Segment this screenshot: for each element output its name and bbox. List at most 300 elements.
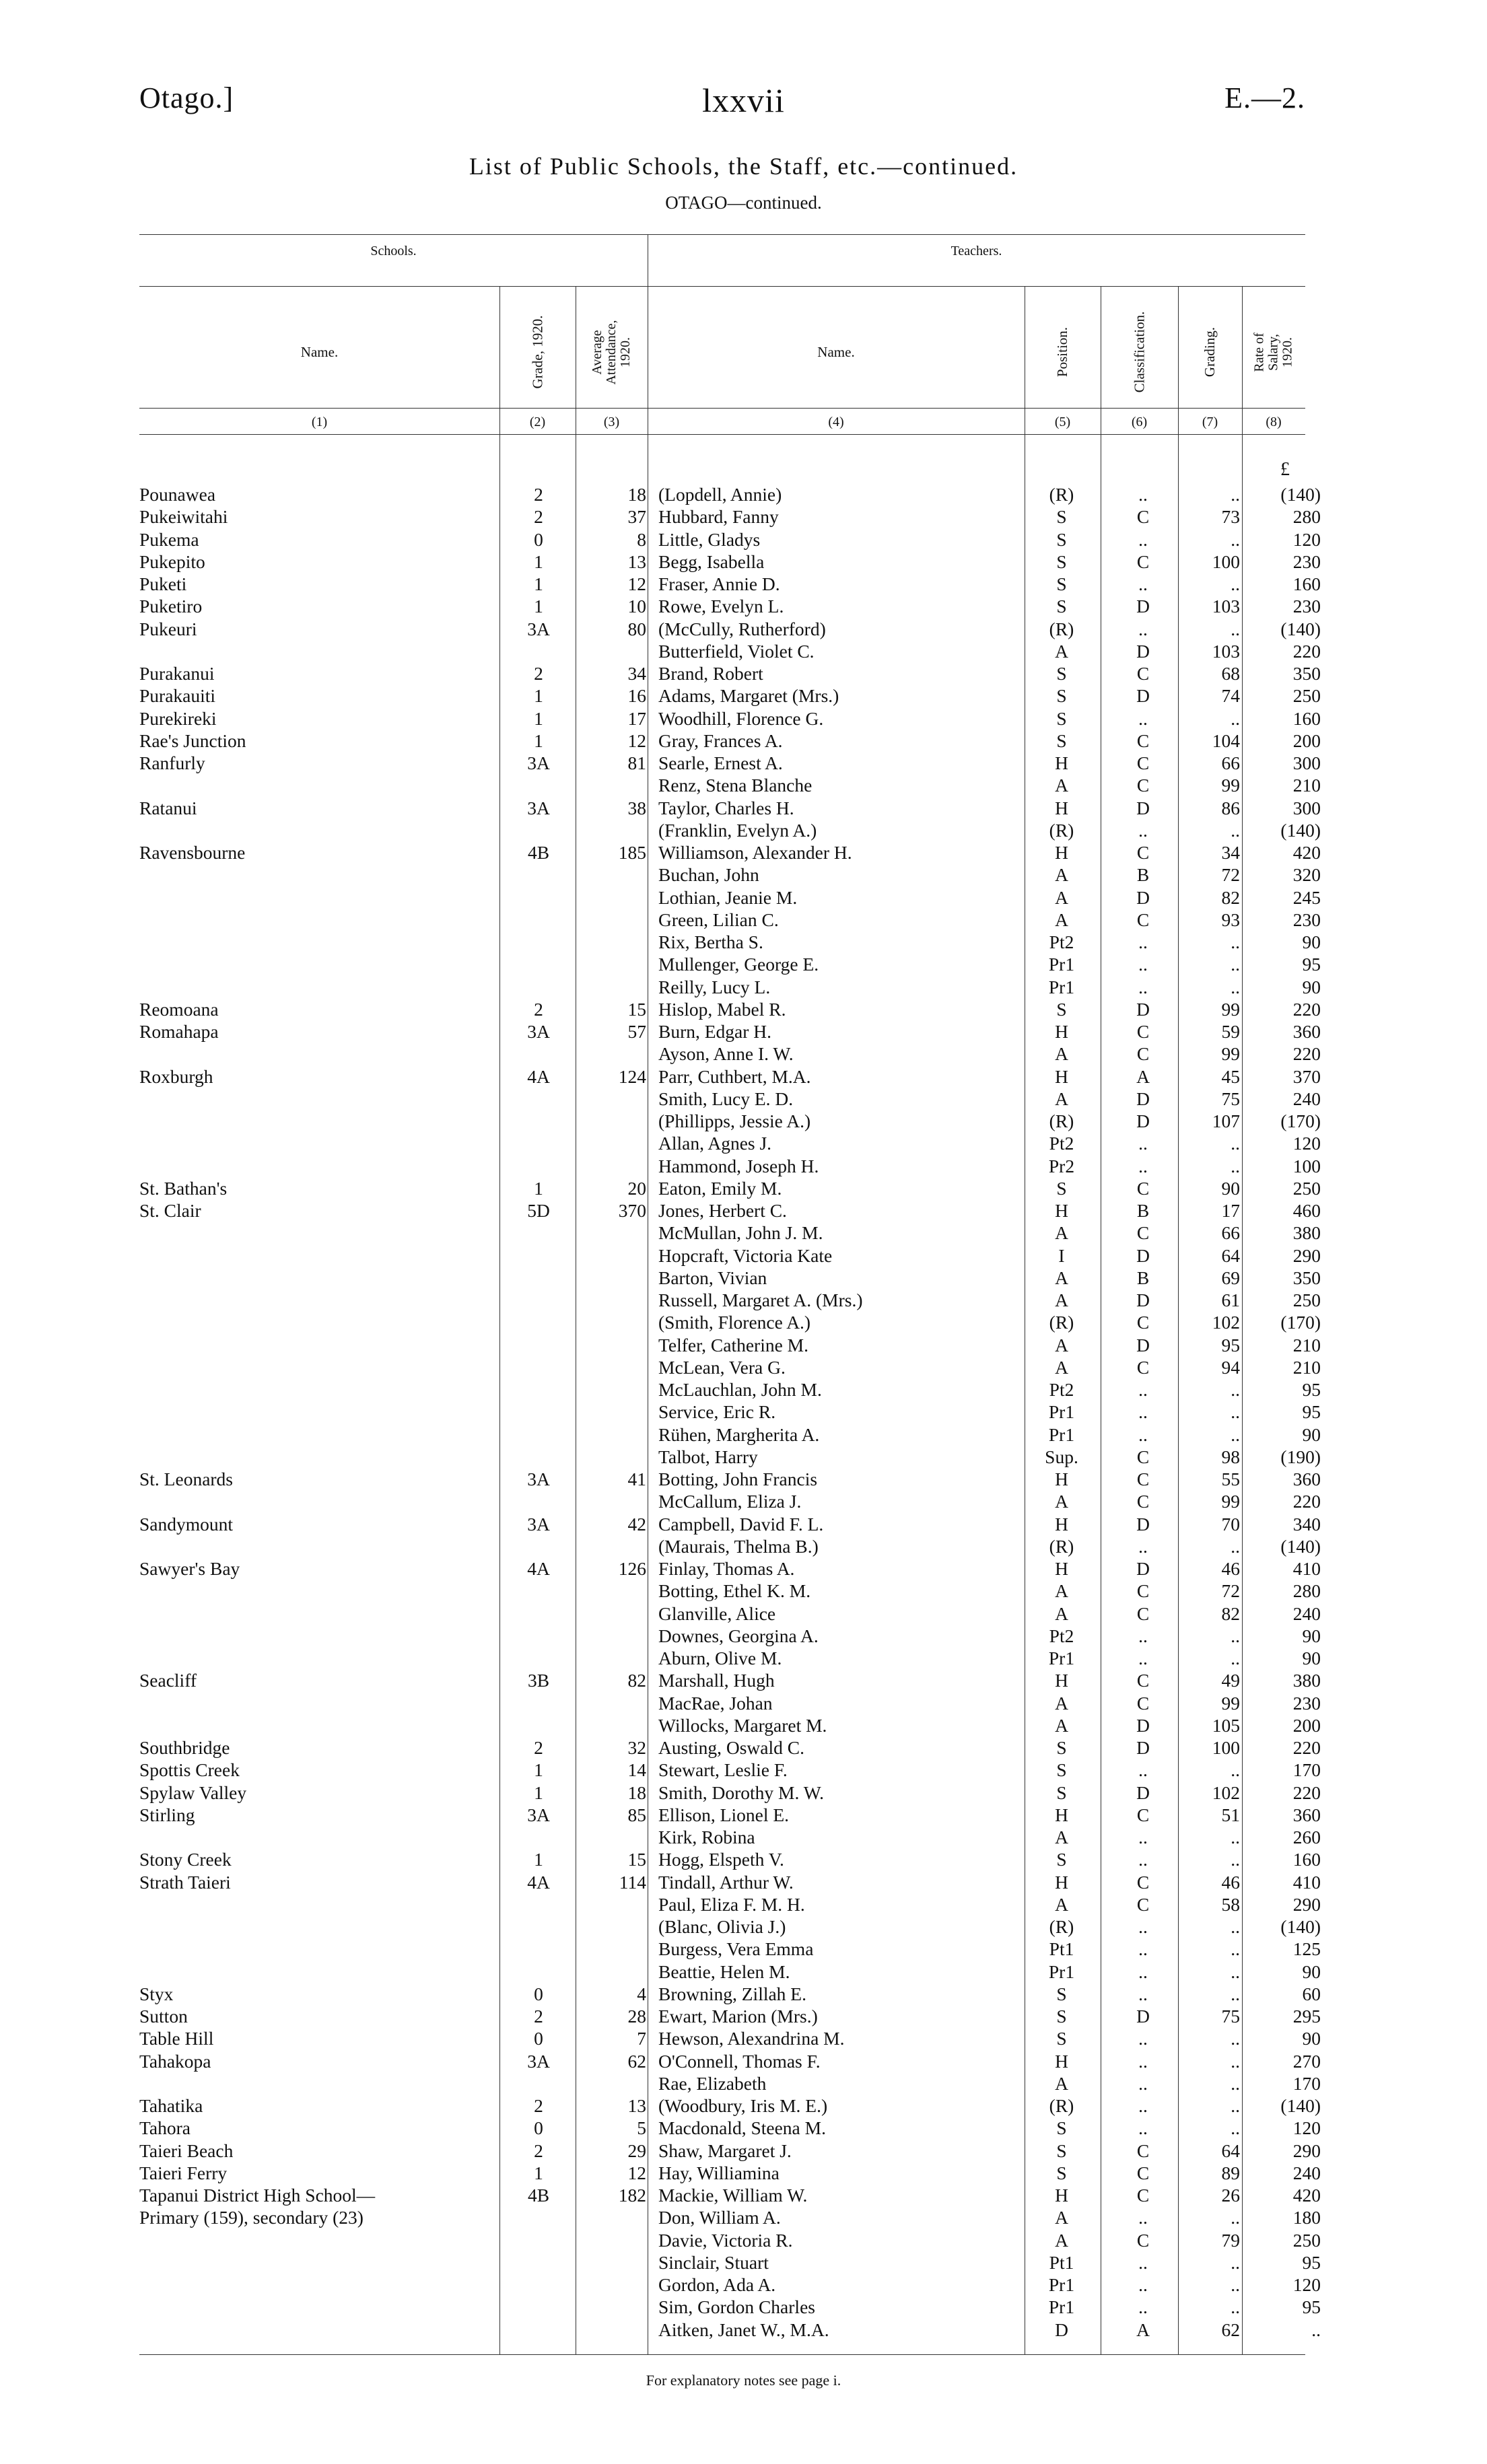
table-row [0,1155,1487,1177]
col-teacher-name [648,296,1025,408]
rule-group [139,286,1305,287]
table-row [0,2050,1487,2072]
table-row [0,1871,1487,1893]
attendance-cell: 18 [627,1782,646,1803]
attendance-cell: 34 [627,663,646,684]
grading-cell: 102 [1212,1782,1240,1803]
salary-cell: 240 [1292,2162,1321,2183]
classification-cell: C [1136,1446,1150,1467]
classification-cell: .. [1138,1938,1148,1960]
col-attendance-label: Average Attendance, 1920. [590,319,633,385]
position-cell: S [1056,730,1067,751]
classification-cell: C [1136,1893,1150,1915]
attendance-cell: 41 [627,1469,646,1489]
salary-cell: 350 [1292,663,1321,684]
grading-cell: .. [1231,819,1240,841]
position-cell: H [1055,752,1068,773]
grading-cell: 82 [1221,1603,1240,1624]
position-cell: H [1055,1065,1068,1087]
table-row [0,1759,1487,1781]
salary-cell: 280 [1292,506,1321,528]
classification-cell: C [1136,842,1150,863]
col-grade [499,296,576,408]
colnum-1: (1) [311,415,328,429]
classification-cell: C [1136,730,1150,751]
grading-cell: 46 [1221,1871,1240,1893]
grading-cell: 66 [1221,1222,1240,1244]
grading-cell: 99 [1221,775,1240,796]
teacher-name: Telfer, Catherine M. [658,1334,808,1356]
grade-cell: 4A [527,1871,550,1893]
table-row [0,909,1487,931]
salary-cell: 90 [1302,976,1321,997]
grading-cell: .. [1231,2251,1240,2273]
col-school-name-label: Name. [300,343,339,360]
table-row [0,1177,1487,1199]
teacher-name: Russell, Margaret A. (Mrs.) [658,1290,863,1310]
school-name: Seacliff [139,1670,197,1691]
grading-cell: 49 [1221,1670,1240,1691]
grading-cell: 105 [1212,1714,1240,1736]
school-name: St. Leonards [139,1469,234,1489]
grading-cell: .. [1231,2050,1240,2072]
position-cell: S [1056,573,1067,594]
classification-cell: .. [1138,2050,1148,2072]
teacher-name: Reilly, Lucy L. [658,976,771,997]
grading-cell: 107 [1212,1111,1240,1131]
table-row [0,797,1487,819]
attendance-cell: 13 [627,551,646,572]
classification-cell: D [1136,886,1150,908]
teacher-name: Hopcraft, Victoria Kate [658,1244,833,1266]
table-row [0,662,1487,684]
grading-cell: 103 [1212,640,1240,662]
position-cell: S [1056,2028,1067,2049]
teacher-name: Gray, Frances A. [658,730,783,751]
position-cell: Pr1 [1048,1423,1075,1445]
table-row [0,573,1487,595]
school-name: Pounawea [139,484,216,505]
teacher-name: Sim, Gordon Charles [658,2296,815,2318]
grading-cell: .. [1231,2028,1240,2049]
grading-cell: 58 [1221,1893,1240,1915]
teacher-name: McLauchlan, John M. [658,1379,822,1400]
salary-cell: (140) [1280,2095,1321,2116]
table-row [0,1490,1487,1512]
classification-cell: .. [1138,484,1148,505]
position-cell: A [1055,1692,1068,1714]
col-classification [1101,296,1178,408]
salary-cell: 120 [1292,1133,1321,1154]
teacher-name: (Phillipps, Jessie A.) [658,1111,811,1131]
footer-note: For explanatory notes see page i. [646,2372,841,2389]
salary-cell: 240 [1292,1088,1321,1109]
table-row [0,1065,1487,1088]
classification-cell: C [1136,1692,1150,1714]
grading-cell: 90 [1221,1177,1240,1199]
position-cell: S [1056,2162,1067,2183]
page-title: List of Public Schools, the Staff, etc.—continued. [469,153,1018,180]
position-cell: S [1056,663,1067,684]
salary-cell: 210 [1292,775,1321,796]
teacher-name: Jones, Herbert C. [658,1200,787,1221]
position-cell: S [1056,506,1067,528]
classification-cell: C [1136,2185,1150,2206]
salary-cell: 300 [1292,752,1321,773]
teacher-name: Taylor, Charles H. [658,797,794,818]
attendance-cell: 124 [618,1065,646,1087]
salary-cell: 220 [1292,1782,1321,1803]
position-cell: (R) [1049,1916,1074,1937]
grading-cell: 95 [1221,1334,1240,1356]
grading-cell: 75 [1221,1088,1240,1109]
teacher-name: (Smith, Florence A.) [658,1312,811,1333]
salary-cell: (140) [1280,618,1321,639]
salary-cell: 230 [1292,551,1321,572]
attendance-cell: 16 [627,685,646,707]
position-cell: (R) [1049,1312,1074,1333]
table-row [0,2095,1487,2117]
grade-cell: 2 [534,998,543,1020]
grade-cell: 3A [527,2050,550,2072]
table-row [0,1423,1487,1446]
teacher-name: Smith, Lucy E. D. [658,1088,794,1109]
classification-cell: C [1136,2162,1150,2183]
header-left: Otago.] [139,81,234,114]
grade-cell: 0 [534,528,543,550]
classification-cell: A [1136,2319,1150,2340]
table-row [0,1782,1487,1804]
grading-cell: 62 [1221,2319,1240,2340]
table-row [0,1826,1487,1848]
col-school-name [139,296,499,408]
grade-cell: 2 [534,2140,543,2161]
teacher-name: Hewson, Alexandrina M. [658,2028,845,2049]
classification-cell: C [1136,1177,1150,1199]
salary-cell: 290 [1292,1244,1321,1266]
grade-cell: 2 [534,1737,543,1758]
position-cell: S [1056,707,1067,729]
table-row [0,707,1487,730]
position-cell: (R) [1049,1535,1074,1557]
teacher-name: Hogg, Elspeth V. [658,1849,784,1870]
table-row [0,684,1487,707]
grade-cell: 1 [534,573,543,594]
table-row [0,1043,1487,1065]
position-cell: Pr1 [1048,1401,1075,1423]
position-cell: A [1055,1334,1068,1356]
teacher-name: Little, Gladys [658,528,761,550]
table-row [0,1625,1487,1647]
table-row [0,528,1487,551]
salary-cell: 320 [1292,864,1321,886]
teacher-name: Macdonald, Steena M. [658,2117,826,2139]
attendance-cell: 15 [627,998,646,1020]
classification-cell: .. [1138,1648,1148,1668]
colnum-4: (4) [828,415,844,429]
table-row [0,2251,1487,2274]
position-cell: H [1055,1513,1068,1535]
classification-cell: .. [1138,1535,1148,1557]
teacher-name: Fraser, Annie D. [658,573,780,594]
table-row [0,1535,1487,1557]
col-classification-label: Classification. [1131,311,1148,393]
table-row [0,1804,1487,1826]
position-cell: (R) [1049,618,1074,639]
table-row [0,2296,1487,2318]
grading-cell: .. [1231,1648,1240,1668]
grade-cell: 2 [534,2095,543,2116]
salary-cell: (170) [1280,1111,1321,1131]
school-name: Rae's Junction [139,730,246,751]
grade-cell: 0 [534,2028,543,2049]
grading-cell: 26 [1221,2185,1240,2206]
classification-cell: D [1136,1334,1150,1356]
teacher-name: Aburn, Olive M. [658,1648,782,1668]
salary-cell: 95 [1302,1379,1321,1400]
table-row [0,505,1487,528]
classification-cell: C [1136,551,1150,572]
classification-cell: .. [1138,618,1148,639]
salary-cell: 410 [1292,1558,1321,1579]
attendance-cell: 182 [618,2185,646,2206]
grade-cell: 1 [534,551,543,572]
colnum-6: (6) [1131,415,1148,429]
position-cell: A [1055,1827,1068,1847]
position-cell: A [1055,1267,1068,1288]
position-cell: A [1055,864,1068,886]
classification-cell: .. [1138,707,1148,729]
grading-cell: 73 [1221,506,1240,528]
position-cell: A [1055,1222,1068,1244]
attendance-cell: 20 [627,1177,646,1199]
grading-cell: 79 [1221,2229,1240,2251]
salary-cell: 360 [1292,1469,1321,1489]
teacher-name: Browning, Zillah E. [658,1983,806,2004]
salary-cell: 90 [1302,1625,1321,1646]
salary-cell: 230 [1292,1692,1321,1714]
grade-cell: 1 [534,1849,543,1870]
attendance-cell: 12 [627,573,646,594]
col-grading [1178,296,1242,408]
position-cell: S [1056,596,1067,617]
classification-cell: .. [1138,1827,1148,1847]
table-row [0,1289,1487,1311]
school-name: Puketiro [139,596,203,617]
classification-cell: C [1136,1021,1150,1042]
salary-cell: 90 [1302,2028,1321,2049]
grading-cell: 55 [1221,1469,1240,1489]
grading-cell: .. [1231,1133,1240,1154]
position-cell: A [1055,886,1068,908]
school-name: Southbridge [139,1737,230,1758]
grade-cell: 1 [534,1782,543,1803]
salary-cell: 295 [1292,2006,1321,2027]
grading-cell: .. [1231,1916,1240,1937]
position-cell: A [1055,1714,1068,1736]
col-attendance [576,296,648,408]
position-cell: A [1055,2072,1068,2094]
salary-cell: 95 [1302,2296,1321,2318]
classification-cell: .. [1138,954,1148,975]
classification-cell: D [1136,2006,1150,2027]
salary-cell: 250 [1292,1177,1321,1199]
teacher-name: Hay, Williamina [658,2162,780,2183]
salary-cell: 250 [1292,685,1321,707]
classification-cell: .. [1138,976,1148,997]
page-number: lxxvii [702,81,785,119]
classification-cell: C [1136,2229,1150,2251]
grading-cell: .. [1231,1625,1240,1646]
salary-cell: 420 [1292,842,1321,863]
position-cell: Sup. [1045,1446,1078,1467]
grading-cell: .. [1231,2117,1240,2139]
attendance-cell: 4 [637,1983,646,2004]
salary-cell: .. [1311,2319,1321,2340]
teacher-name: Don, William A. [658,2207,781,2228]
classification-cell: D [1136,1737,1150,1758]
position-cell: Pt2 [1049,931,1074,952]
salary-cell: 230 [1292,909,1321,930]
classification-cell: C [1136,1580,1150,1602]
school-name: Tahatika [139,2095,203,2116]
salary-cell: 90 [1302,1961,1321,1982]
grading-cell: .. [1231,1849,1240,1870]
salary-cell: 360 [1292,1804,1321,1825]
rule-colnum [139,408,1305,409]
position-cell: H [1055,1558,1068,1579]
page-subtitle: OTAGO—continued. [665,192,822,213]
grading-cell: .. [1231,1983,1240,2004]
school-name: Stony Creek [139,1849,232,1870]
position-cell: H [1055,1804,1068,1825]
teacher-name: Buchan, John [658,864,759,886]
classification-cell: C [1136,1603,1150,1624]
grading-cell: 89 [1221,2162,1240,2183]
teacher-name: Rix, Bertha S. [658,931,763,952]
table-row [0,483,1487,505]
attendance-cell: 8 [637,528,646,550]
grading-cell: .. [1231,2095,1240,2116]
salary-cell: 95 [1302,2251,1321,2273]
grading-cell: .. [1231,573,1240,594]
teacher-name: Tindall, Arthur W. [658,1871,794,1893]
grading-cell: 102 [1212,1312,1240,1333]
grading-cell: .. [1231,976,1240,997]
classification-cell: .. [1138,1983,1148,2004]
classification-cell: C [1136,1804,1150,1825]
school-name: Spottis Creek [139,1759,240,1781]
position-cell: S [1056,2140,1067,2161]
salary-cell: 370 [1292,1065,1321,1087]
grading-cell: 69 [1221,1267,1240,1288]
teacher-name: Hislop, Mabel R. [658,998,786,1020]
teacher-name: Aitken, Janet W., M.A. [658,2319,829,2340]
school-name: Tahakopa [139,2050,211,2072]
grading-cell: 34 [1221,842,1240,863]
position-cell: A [1055,2207,1068,2228]
grade-cell: 3A [527,618,550,639]
table-row [0,730,1487,752]
classification-cell: C [1136,1222,1150,1244]
col-grade-label: Grade, 1920. [529,315,546,389]
salary-cell: 120 [1292,2274,1321,2295]
grade-cell: 1 [534,2162,543,2183]
grading-cell: .. [1231,1401,1240,1423]
classification-cell: .. [1138,1759,1148,1781]
attendance-cell: 114 [619,1871,646,1893]
grading-cell: 70 [1221,1513,1240,1535]
teacher-name: Renz, Stena Blanche [658,775,812,796]
teacher-name: Green, Lilian C. [658,909,779,930]
teacher-name: O'Connell, Thomas F. [658,2050,821,2072]
teacher-name: Begg, Isabella [658,551,765,572]
table-row [0,953,1487,975]
teacher-name: Ewart, Marion (Mrs.) [658,2006,818,2027]
school-name: Puketi [139,573,187,594]
classification-cell: .. [1138,2095,1148,2116]
grading-cell: 93 [1221,909,1240,930]
table-row [0,551,1487,573]
teacher-name: Ellison, Lionel E. [658,1804,790,1825]
group-teachers: Teachers. [950,244,1002,258]
position-cell: A [1055,640,1068,662]
classification-cell: C [1136,663,1150,684]
grade-cell: 3A [527,797,550,818]
grade-cell: 2 [534,663,543,684]
salary-cell: 460 [1292,1200,1321,1221]
teacher-name: Willocks, Margaret M. [658,1714,827,1736]
salary-cell: 270 [1292,2050,1321,2072]
teacher-name: Burgess, Vera Emma [658,1938,814,1960]
classification-cell: A [1136,1065,1150,1087]
currency-symbol: £ [1280,459,1290,480]
classification-cell: .. [1138,1849,1148,1870]
teacher-name: Burn, Edgar H. [658,1021,772,1042]
attendance-cell: 13 [627,2095,646,2116]
grading-cell: 104 [1212,730,1240,751]
grading-cell: .. [1231,618,1240,639]
salary-cell: 220 [1292,1491,1321,1512]
salary-cell: 220 [1292,998,1321,1020]
salary-cell: 380 [1292,1222,1321,1244]
table-row [0,1669,1487,1691]
table-row [0,1961,1487,1983]
salary-cell: 250 [1292,1290,1321,1310]
school-name: Pukeuri [139,618,197,639]
grading-cell: 72 [1221,864,1240,886]
grading-cell: .. [1231,2072,1240,2094]
position-cell: S [1056,551,1067,572]
position-cell: A [1055,1491,1068,1512]
col-teacher-name-label: Name. [817,343,855,360]
table-row [0,1848,1487,1870]
position-cell: Pt1 [1049,2251,1074,2273]
table-row [0,1603,1487,1625]
position-cell: S [1056,2006,1067,2027]
classification-cell: B [1136,864,1150,886]
colnum-8: (8) [1266,415,1282,429]
teacher-name: (Franklin, Evelyn A.) [658,819,817,841]
table-row [0,2229,1487,2251]
position-cell: A [1055,1580,1068,1602]
grading-cell: 99 [1221,1491,1240,1512]
school-name: Styx [139,1983,174,2004]
attendance-cell: 18 [627,484,646,505]
table-row [0,2072,1487,2095]
attendance-cell: 126 [618,1558,646,1579]
table-row [0,2117,1487,2139]
